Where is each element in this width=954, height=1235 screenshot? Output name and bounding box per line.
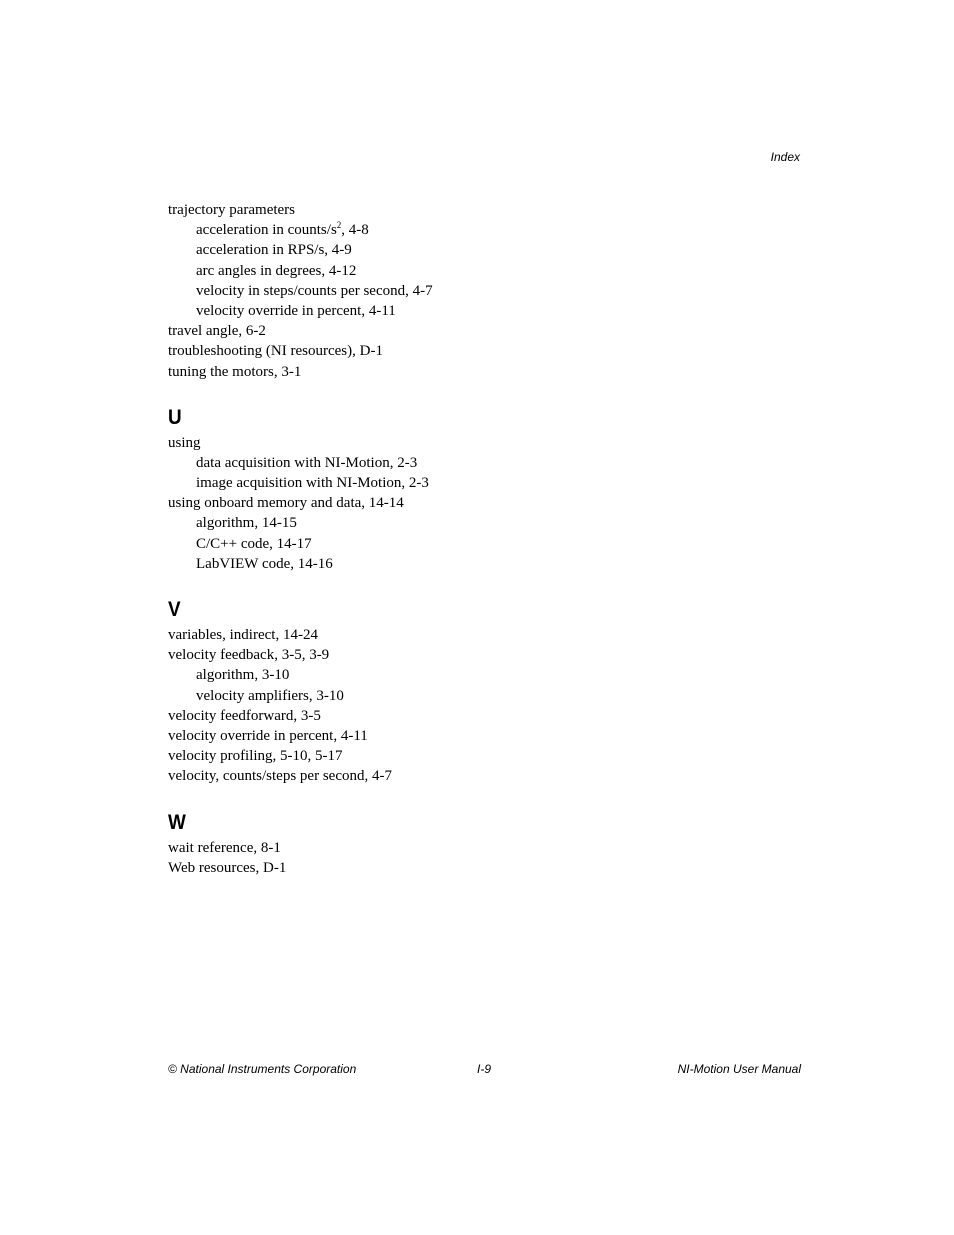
entry-text: troubleshooting (NI resources), D-1 (168, 343, 383, 360)
entry-text: wait reference, 8-1 (168, 839, 281, 856)
entry-text: tuning the motors, 3-1 (168, 363, 302, 380)
index-subentry (168, 301, 808, 321)
index-entry (168, 645, 808, 665)
entry-text: acceleration in RPS/s, 4-9 (196, 242, 352, 259)
index-entry (168, 321, 808, 341)
index-subentry (168, 220, 808, 240)
index-entry (168, 858, 808, 878)
entry-text: velocity, counts/steps per second, 4-7 (168, 768, 392, 785)
entry-text: trajectory parameters (168, 202, 296, 218)
entry-text: C/C++ code, 14-17 (196, 535, 312, 552)
entry-suffix: , 4-8 (341, 222, 369, 239)
index-subentry (168, 513, 808, 533)
index-subentry (168, 240, 808, 260)
entry-text: algorithm, 14-15 (196, 515, 297, 532)
section-letter-w: W (168, 810, 186, 834)
entry-text: Web resources, D-1 (168, 859, 287, 876)
entry-text: data acquisition with NI-Motion, 2-3 (196, 454, 418, 471)
running-header: Index (770, 150, 800, 164)
entry-text: using (168, 434, 201, 451)
footer-page-number: I-9 (477, 1062, 492, 1076)
index-entry (168, 838, 808, 858)
index-entry (168, 706, 808, 726)
index-entry (168, 341, 808, 361)
entry-text: algorithm, 3-10 (196, 667, 290, 684)
entry-text: travel angle, 6-2 (168, 323, 266, 340)
section-letter-u: U (168, 405, 182, 429)
entry-text: image acquisition with NI-Motion, 2-3 (196, 475, 429, 492)
index-subentry (168, 473, 808, 493)
section-letter-v: V (168, 598, 181, 621)
entry-text: LabVIEW code, 14-16 (196, 555, 333, 572)
entry-text: velocity override in percent, 4-11 (196, 302, 396, 319)
index-entry (168, 746, 808, 766)
entry-text: velocity override in percent, 4-11 (168, 727, 368, 744)
entry-text: using onboard memory and data, 14-14 (168, 495, 404, 512)
entry-text: variables, indirect, 14-24 (168, 627, 318, 643)
entry-text: acceleration in counts/s (196, 222, 337, 239)
index-subentry (168, 534, 808, 554)
index-subentry (168, 665, 808, 685)
entry-text: velocity feedforward, 3-5 (168, 707, 321, 724)
entry-text: velocity in steps/counts per second, 4-7 (196, 282, 433, 299)
index-entry (168, 362, 808, 382)
footer-manual-title: NI-Motion User Manual (677, 1062, 801, 1076)
entry-superscript: 2 (336, 220, 342, 231)
index-entry (168, 726, 808, 746)
entry-text: velocity amplifiers, 3-10 (196, 687, 344, 704)
index-subentry (168, 453, 808, 473)
index-entry (168, 766, 808, 786)
index-entry (168, 493, 808, 513)
entry-text: arc angles in degrees, 4-12 (196, 262, 357, 279)
index-subentry (168, 686, 808, 706)
index-list (168, 200, 808, 878)
index-subentry (168, 281, 808, 301)
entry-text: velocity profiling, 5-10, 5-17 (168, 748, 343, 765)
index-entry (168, 625, 808, 645)
entry-text: velocity feedback, 3-5, 3-9 (168, 647, 330, 664)
index-subentry (168, 261, 808, 281)
index-subentry (168, 554, 808, 574)
footer-copyright: © National Instruments Corporation (168, 1062, 357, 1076)
index-entry (168, 200, 808, 220)
index-entry (168, 433, 808, 453)
